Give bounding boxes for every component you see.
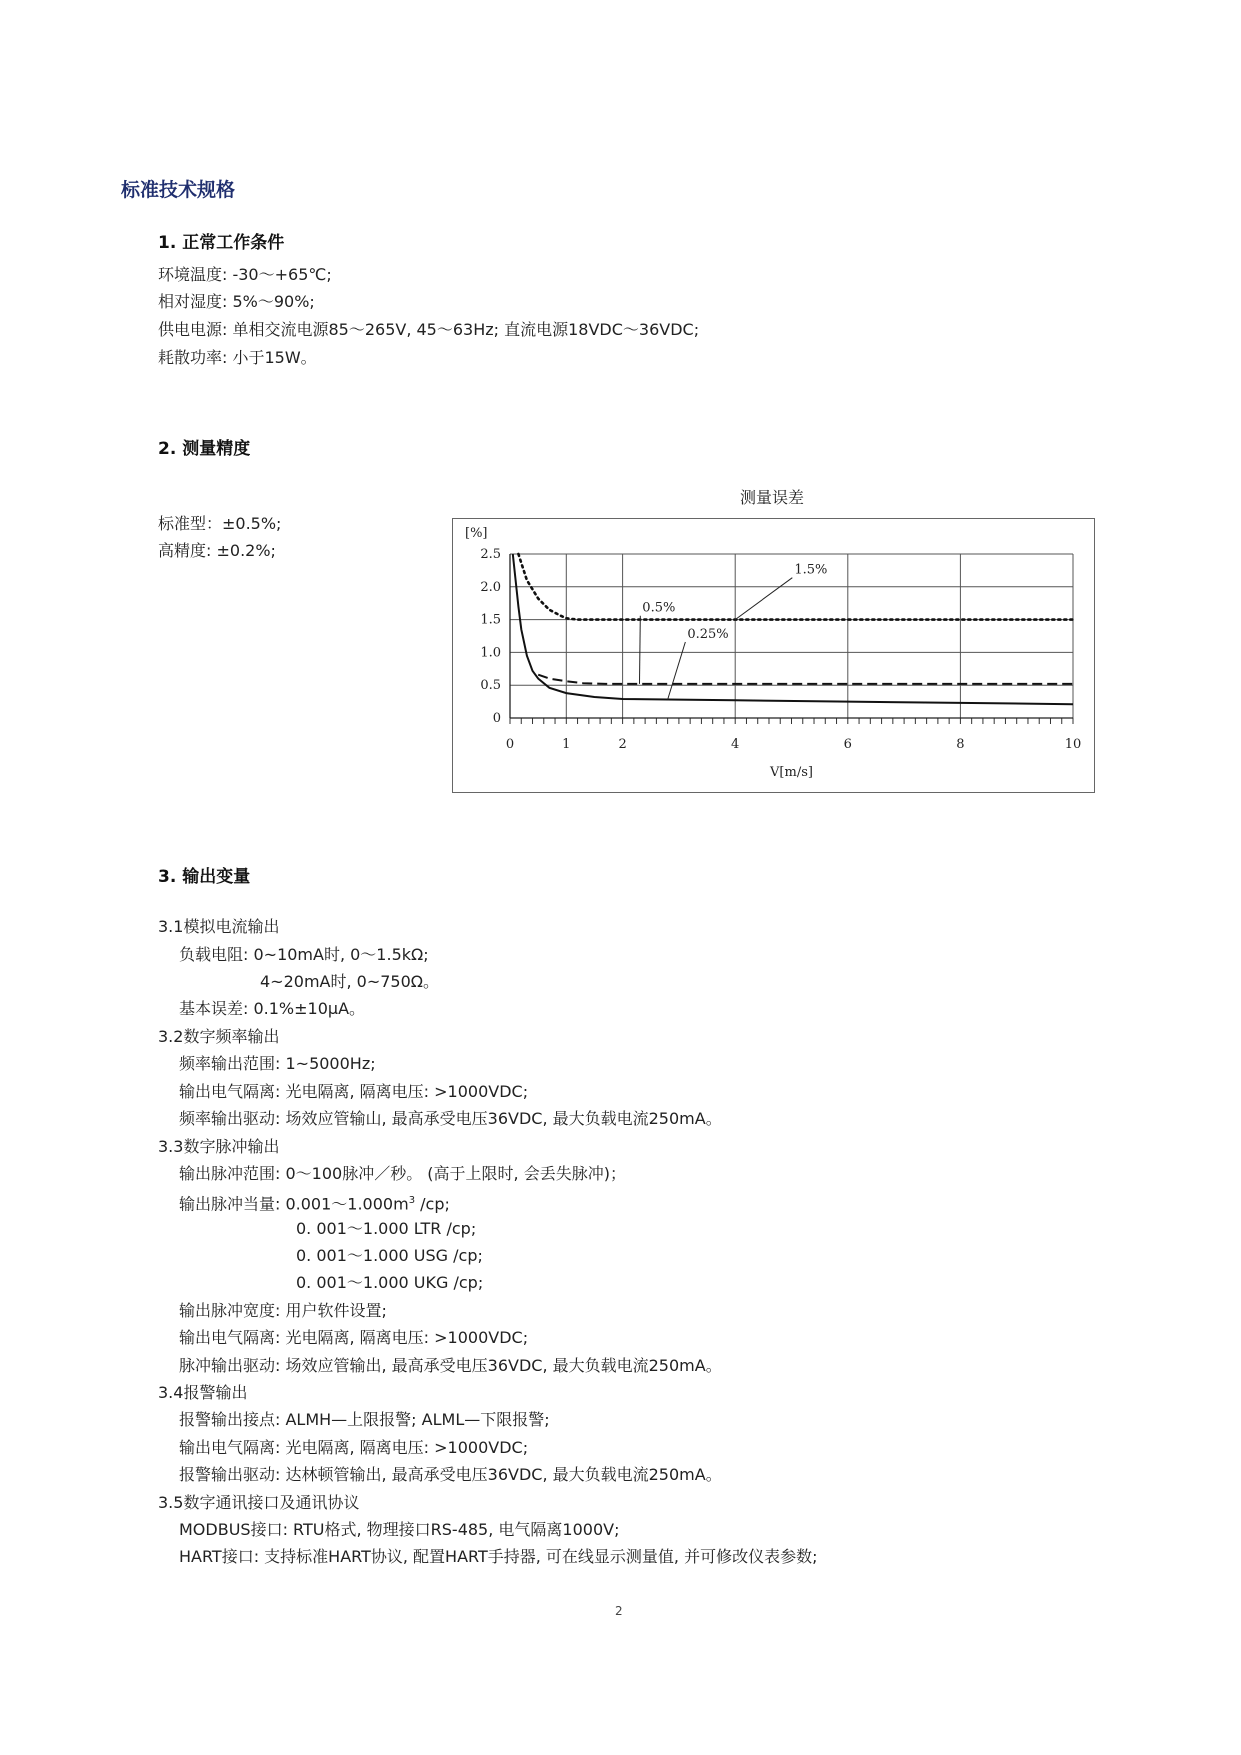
- y-tick-label: 2.5: [480, 547, 501, 562]
- spec-pulse-drive: 脉冲输出驱动: 场效应管输出, 最高承受电压36VDC, 最大负载电流250mA。: [179, 1356, 722, 1375]
- series-line: [513, 554, 1073, 704]
- x-axis-label: V[m/s]: [770, 765, 813, 780]
- accuracy-standard: 标准型：±0.5%;: [158, 514, 282, 533]
- spec-basic-error: 基本误差: 0.1%±10μA。: [179, 999, 366, 1018]
- annotation-leader-line: [668, 642, 686, 700]
- spec-power-supply: 供电电源: 单相交流电源85～265V, 45～63Hz; 直流电源18VDC～36VDC;: [158, 320, 700, 339]
- x-tick-label: 2: [618, 737, 627, 752]
- annotation-leader-line: [735, 578, 792, 620]
- annotation-leader-line: [639, 616, 640, 684]
- section-1-heading: [158, 228, 284, 253]
- spec-modbus: MODBUS接口: RTU格式, 物理接口RS-485, 电气隔离1000V;: [179, 1520, 620, 1539]
- x-tick-label: 1: [562, 737, 571, 752]
- section-3-number: 3: [158, 867, 170, 887]
- y-tick-label: 0.5: [480, 678, 501, 694]
- spec-frequency-drive: 频率输出驱动: 场效应管输山, 最高承受电压36VDC, 最大负载电流250mA。: [179, 1109, 722, 1128]
- annotation-label: 0.5%: [642, 600, 676, 616]
- spec-load-resistance-0-10: 负载电阻: 0~10mA时, 0～1.5kΩ;: [179, 945, 429, 964]
- spec-pulse-isolation: 输出电气隔离: 光电隔离, 隔离电压: >1000VDC;: [179, 1328, 529, 1347]
- subsection-3-3-heading: 3.3数字脉冲输出: [158, 1137, 280, 1156]
- spec-pulse-equivalent-usg: 0. 001～1.000 USG /cp;: [296, 1246, 483, 1265]
- spec-frequency-isolation: 输出电气隔离: 光电隔离, 隔离电压: >1000VDC;: [179, 1082, 529, 1101]
- y-axis-label: [%]: [465, 526, 488, 541]
- accuracy-high-precision: 高精度: ±0.2%;: [158, 541, 276, 560]
- spec-ambient-temperature: 环境温度: -30～+65℃;: [158, 265, 332, 284]
- y-tick-label: 1.5: [480, 612, 501, 628]
- spec-hart: HART接口: 支持标准HART协议, 配置HART手持器, 可在线显示测量值, 并可修改仪表参数;: [179, 1547, 818, 1566]
- y-tick-label: 1.0: [480, 645, 501, 661]
- spec-frequency-range: 频率输出范围: 1~5000Hz;: [179, 1054, 376, 1073]
- page-number: 2: [615, 1604, 623, 1618]
- spec-pulse-equivalent-ukg: 0. 001～1.000 UKG /cp;: [296, 1273, 484, 1292]
- y-tick-label: 2.0: [480, 579, 501, 595]
- spec-power-consumption: 耗散功率: 小于15W。: [158, 348, 317, 367]
- subsection-3-1-heading: 3.1模拟电流输出: [158, 917, 280, 936]
- subsection-3-4-heading: 3.4报警输出: [158, 1383, 248, 1402]
- section-1-number: 1: [158, 233, 170, 253]
- spec-pulse-width: 输出脉冲宽度: 用户软件设置;: [179, 1301, 387, 1320]
- section-2-number: 2: [158, 439, 170, 459]
- x-tick-label: 4: [731, 737, 740, 752]
- spec-pulse-equivalent-ltr: 0. 001～1.000 LTR /cp;: [296, 1219, 477, 1238]
- cubic-superscript: 3: [408, 1195, 416, 1206]
- spec-alarm-isolation: 输出电气隔离: 光电隔离, 隔离电压: >1000VDC;: [179, 1438, 529, 1457]
- spec-relative-humidity: 相对湿度: 5%～90%;: [158, 292, 315, 311]
- x-tick-label: 6: [843, 737, 852, 752]
- section-1-title: . 正常工作条件: [169, 233, 285, 253]
- error-chart: [452, 518, 1095, 793]
- x-tick-label: 0: [505, 737, 515, 752]
- section-2-title: . 测量精度: [169, 439, 251, 459]
- annotation-label: 1.5%: [794, 562, 828, 578]
- page-title: 标准技术规格: [121, 179, 236, 201]
- section-3-heading: [158, 862, 250, 887]
- y-tick-label: 0: [492, 711, 501, 726]
- series-line: [538, 675, 1073, 684]
- pulse-equivalent-unit: /cp;: [415, 1194, 450, 1214]
- section-2-heading: [158, 434, 250, 459]
- spec-pulse-equivalent-m3: [179, 1191, 450, 1214]
- spec-load-resistance-4-20: 4~20mA时, 0~750Ω。: [260, 972, 440, 991]
- chart-title: 测量误差: [740, 488, 805, 507]
- x-tick-label: 8: [956, 737, 965, 752]
- section-3-title: . 输出变量: [169, 867, 251, 887]
- subsection-3-5-heading: 3.5数字通讯接口及通讯协议: [158, 1493, 360, 1512]
- spec-pulse-range: 输出脉冲范围: 0～100脉冲／秒。 (高于上限时, 会丢失脉冲)；: [179, 1164, 626, 1183]
- x-tick-label: 10: [1064, 737, 1082, 752]
- subsection-3-2-heading: 3.2数字频率输出: [158, 1027, 280, 1046]
- pulse-equivalent-text: 输出脉冲当量: 0.001～1.000m: [179, 1194, 409, 1214]
- annotation-label: 0.25%: [687, 626, 729, 642]
- spec-alarm-drive: 报警输出驱动: 达林顿管输出, 最高承受电压36VDC, 最大负载电流250mA。: [179, 1465, 722, 1484]
- error-chart-svg: [453, 519, 1094, 792]
- spec-alarm-contacts: 报警输出接点: ALMH—上限报警; ALML—下限报警;: [179, 1410, 550, 1429]
